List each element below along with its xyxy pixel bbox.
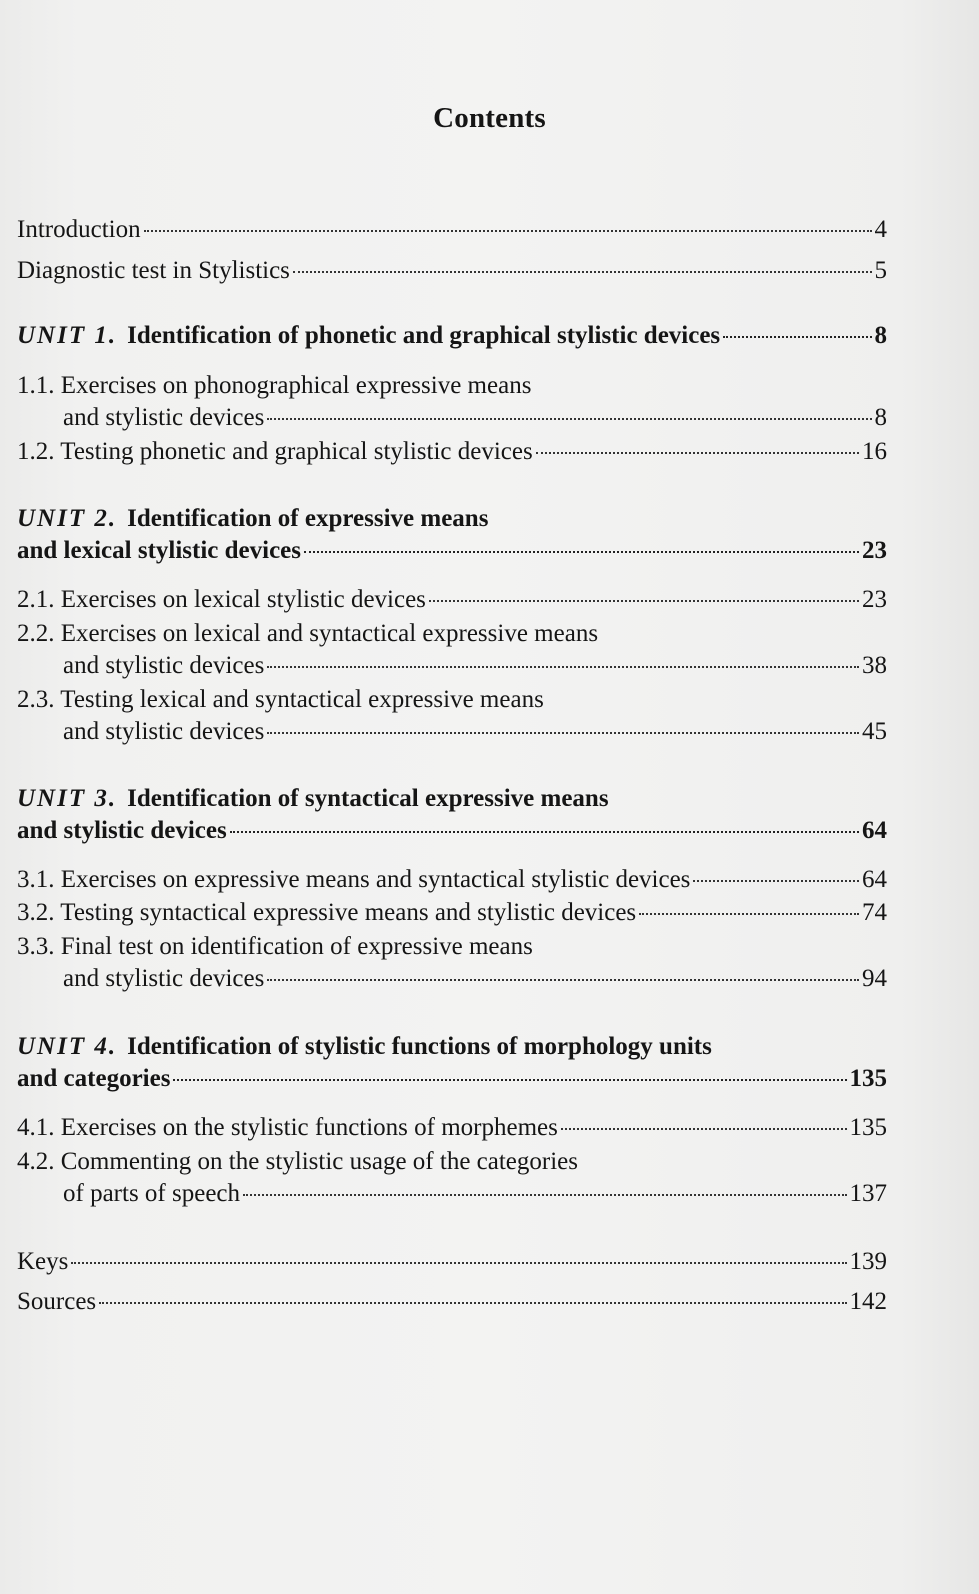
toc-entry-title: 3.2. Testing syntactical expressive means and stylistic devices <box>17 899 637 926</box>
toc-page-number: 45 <box>862 718 887 745</box>
toc-entry-keys <box>17 1246 887 1278</box>
dot-leader <box>639 913 859 915</box>
toc-entry-title: 2.3. Testing lexical and syntactical expressive means <box>17 686 544 713</box>
toc-entry-1-2 <box>17 436 887 468</box>
toc-page-number: 135 <box>849 1114 887 1141</box>
dot-leader <box>267 979 859 981</box>
dot-leader <box>144 230 872 232</box>
toc-entry-introduction <box>17 214 887 246</box>
dot-leader <box>267 418 871 420</box>
toc-entry-title-continued: and stylistic devices <box>63 404 265 431</box>
toc-entry-title: 4.2. Commenting on the stylistic usage of the categories <box>17 1148 578 1175</box>
toc-unit-2 <box>17 503 887 567</box>
toc-page-number: 4 <box>874 216 887 243</box>
toc-page-number: 23 <box>862 586 887 613</box>
toc-entry-title-continued: of parts of speech <box>63 1180 241 1207</box>
toc-entry-2-1 <box>17 584 887 616</box>
toc-entry-1-1 <box>17 370 887 434</box>
toc-unit-title: Identification of stylistic functions of morphology units <box>127 1033 712 1060</box>
toc-unit-title: Identification of syntactical expressive means <box>127 785 609 812</box>
toc-entry-3-1 <box>17 864 887 896</box>
toc-entry-diagnostic-test <box>17 255 887 287</box>
toc-entry-title: 1.1. Exercises on phonographical expressive means <box>17 372 532 399</box>
toc-entry-title: 4.1. Exercises on the stylistic functions of morphemes <box>17 1114 558 1141</box>
dot-leader <box>267 666 859 668</box>
toc-entry-3-3 <box>17 931 887 995</box>
unit-label: UNIT 4. <box>17 1033 118 1060</box>
toc-page-number: 8 <box>874 404 887 431</box>
toc-page-number: 64 <box>862 817 887 844</box>
toc-entry-2-2 <box>17 618 887 682</box>
toc-page-number: 64 <box>862 866 887 893</box>
toc-entry-title: 2.1. Exercises on lexical stylistic devices <box>17 586 426 613</box>
toc-entry-title-continued: and stylistic devices <box>63 965 265 992</box>
unit-label: UNIT 2. <box>17 505 118 532</box>
toc-unit-title: Identification of phonetic and graphical stylistic devices <box>127 322 721 349</box>
toc-page-number: 38 <box>862 652 887 679</box>
toc-page-number: 94 <box>862 965 887 992</box>
toc-entry-title: 2.2. Exercises on lexical and syntactical expressive means <box>17 620 599 647</box>
toc-entry-2-3 <box>17 684 887 748</box>
toc-unit-title-continued: and stylistic devices <box>17 817 227 844</box>
dot-leader <box>267 732 859 734</box>
toc-page-number: 23 <box>862 537 887 564</box>
dot-leader <box>561 1128 847 1130</box>
toc-entry-title: Diagnostic test in Stylistics <box>17 257 290 284</box>
toc-page-number: 142 <box>849 1288 887 1315</box>
toc-entry-title-continued: and stylistic devices <box>63 652 265 679</box>
dot-leader <box>293 271 872 273</box>
toc-unit-3 <box>17 783 887 847</box>
page-title: Contents <box>433 102 546 134</box>
toc-entry-title: 1.2. Testing phonetic and graphical stylistic devices <box>17 438 533 465</box>
dot-leader <box>304 551 859 553</box>
dot-leader <box>99 1302 846 1304</box>
toc-unit-1 <box>17 320 887 352</box>
dot-leader <box>536 452 859 454</box>
dot-leader <box>429 600 859 602</box>
toc-entry-3-2 <box>17 897 887 929</box>
toc-page-number: 8 <box>874 322 887 349</box>
toc-page-number: 16 <box>862 438 887 465</box>
unit-label: UNIT 1. <box>17 322 118 349</box>
unit-label: UNIT 3. <box>17 785 118 812</box>
toc-entry-sources <box>17 1286 887 1318</box>
toc-page-number: 139 <box>849 1248 887 1275</box>
toc-page-number: 74 <box>862 899 887 926</box>
toc-unit-title: Identification of expressive means <box>127 505 489 532</box>
toc-entry-4-2 <box>17 1146 887 1210</box>
dot-leader <box>173 1079 846 1081</box>
toc-entry-title: 3.3. Final test on identification of expressive means <box>17 933 533 960</box>
toc-entry-4-1 <box>17 1112 887 1144</box>
dot-leader <box>693 880 859 882</box>
dot-leader <box>243 1194 846 1196</box>
toc-entry-title: Keys <box>17 1248 69 1275</box>
toc-entry-title: Sources <box>17 1288 97 1315</box>
toc-unit-title-continued: and lexical stylistic devices <box>17 537 301 564</box>
toc-entry-title-continued: and stylistic devices <box>63 718 265 745</box>
toc-entry-title: Introduction <box>17 216 141 243</box>
dot-leader <box>230 831 859 833</box>
toc-page-number: 135 <box>849 1065 887 1092</box>
toc-page-number: 137 <box>849 1180 887 1207</box>
dot-leader <box>723 336 871 338</box>
toc-unit-4 <box>17 1031 887 1095</box>
toc-page-number: 5 <box>874 257 887 284</box>
toc-unit-title-continued: and categories <box>17 1065 171 1092</box>
dot-leader <box>71 1262 846 1264</box>
toc-entry-title: 3.1. Exercises on expressive means and syntactical stylistic devices <box>17 866 691 893</box>
